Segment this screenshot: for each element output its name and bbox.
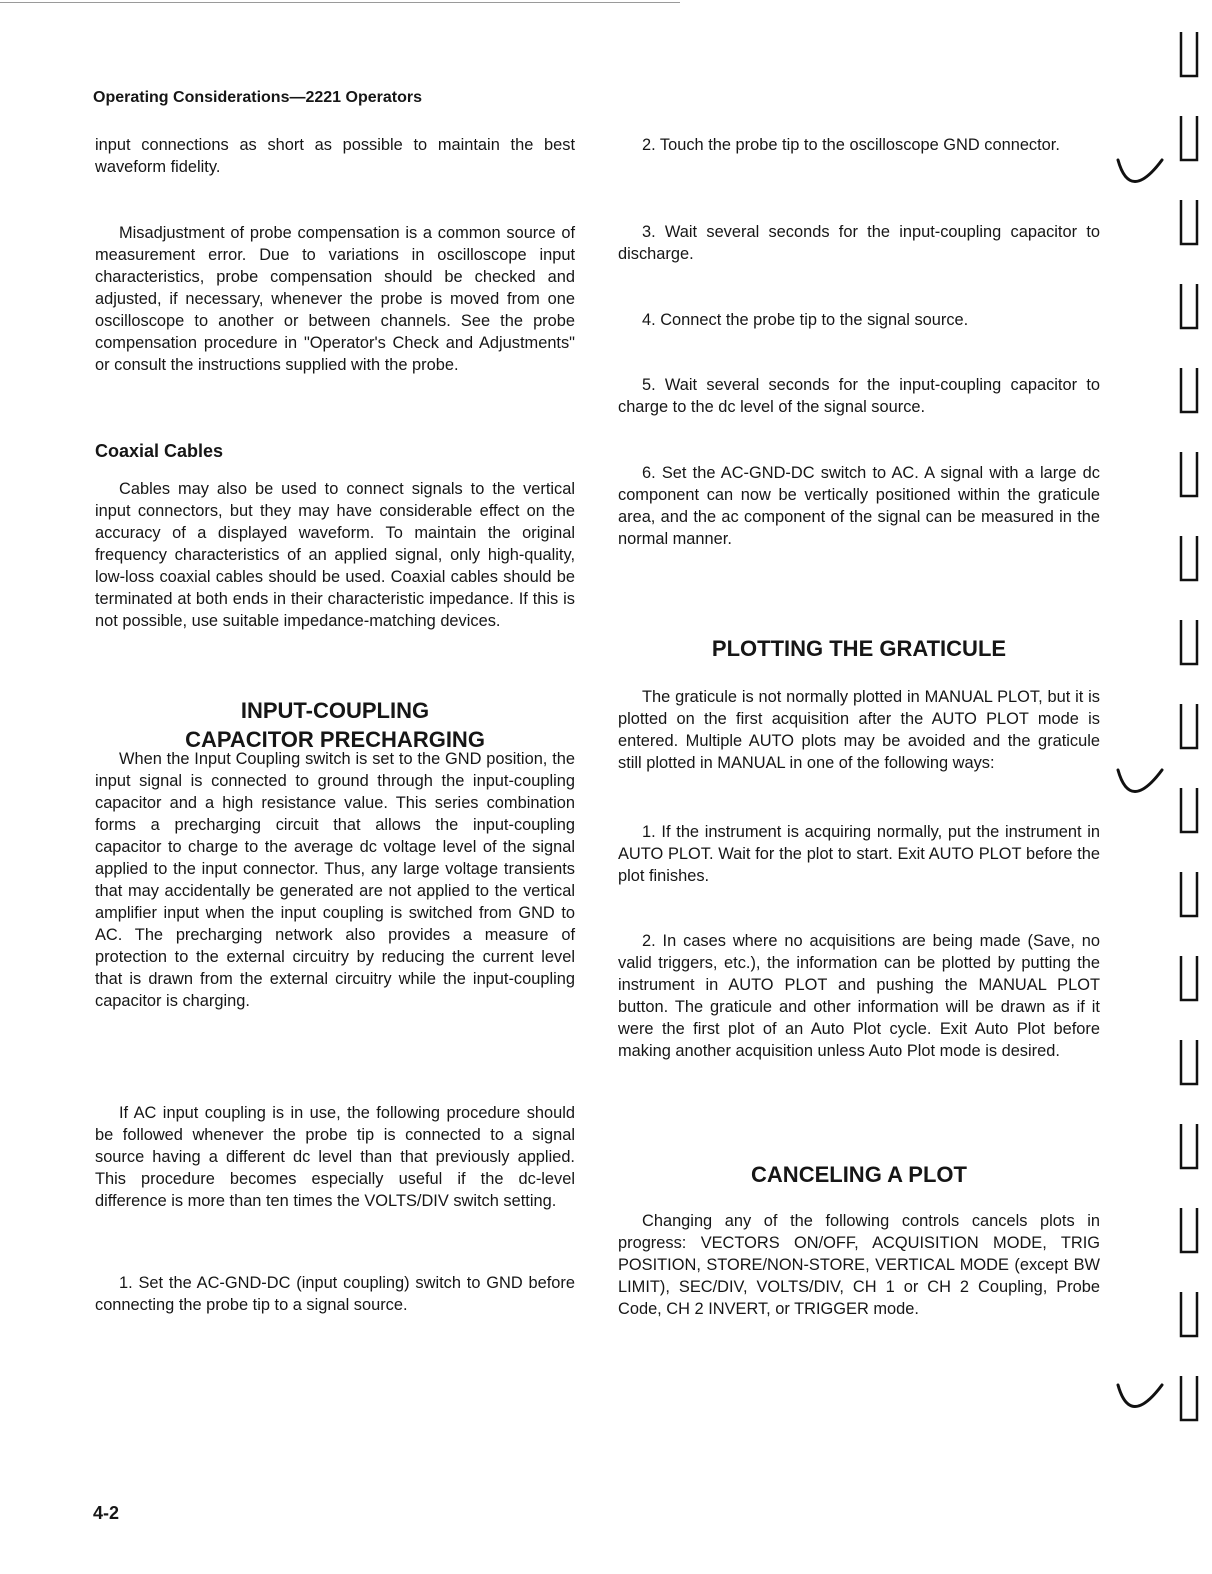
binder-tab-icon [1181,116,1197,160]
scan-top-rule [0,2,680,3]
procedure-step-6: 6. Set the AC-GND-DC switch to AC. A signal with a large dc component can now be vertically positioned within the graticule area, and the ac component of the signal can be measured in the normal manner. [618,464,1100,548]
section-heading-canceling-plot: CANCELING A PLOT [751,1162,967,1187]
binder-tab-icon [1181,956,1197,1000]
paragraph-plotting-graticule: The graticule is not normally plotted in MANUAL PLOT, but it is plotted on the first acquisition after the AUTO PLOT mode is entered. Multiple AUTO plots may be avoided and the graticule still plotted in MANUAL in one of the following ways: [618,688,1100,772]
binder-hole-icons [1118,160,1162,1407]
binder-tab-icon [1181,536,1197,580]
binder-hole-icon [1118,1385,1162,1407]
procedure-step-2: 2. Touch the probe tip to the oscilloscope GND connector. [642,136,1060,154]
binder-hole-icon [1118,160,1162,182]
section-heading-input-coupling: INPUT-COUPLING CAPACITOR PRECHARGING [185,698,485,752]
page-number: 4-2 [93,1503,120,1523]
binder-tab-icon [1181,1040,1197,1084]
binder-tab-icon [1181,872,1197,916]
paragraph-canceling-plot: Changing any of the following controls cancels plots in progress: VECTORS ON/OFF, ACQUISITION MODE, TRIG POSITION, STORE/NON-STORE, VERTICAL MODE (except BW LIMIT), SEC/DIV, VOLTS/DIV, CH 1 or CH 2 Coupling, Probe Code, CH 2 INVERT, or TRIGGER mode. [618,1212,1100,1318]
binder-tab-icons [1181,32,1197,1420]
binder-hole-icon [1118,770,1162,792]
paragraph-probe-input-connections: input connections as short as possible to maintain the best waveform fidelity. [95,136,575,176]
procedure-step-1: 1. Set the AC-GND-DC (input coupling) switch to GND before connecting the probe tip to a signal source. [95,1274,575,1314]
binder-tab-icon [1181,368,1197,412]
binder-tab-icon [1181,1376,1197,1420]
binder-tab-icon [1181,32,1197,76]
paragraph-input-coupling-gnd: When the Input Coupling switch is set to the GND position, the input signal is connected to ground through the input-coupling capacitor and a high resistance value. This series combination forms a precharging circuit that allows the input-coupling capacitor to charge to the average dc voltage level of the signal applied to the input connector. Thus, any large voltage transients that may accidentally be generated are not applied to the vertical amplifier input when the input coupling is switched from GND to AC. The precharging network also provides a measure of protection to the external circuitry by reducing the current level that is drawn from the external circuitry while the input-coupling capacitor is charging. [95,750,575,1010]
section-heading-plotting-graticule: PLOTTING THE GRATICULE [711,636,1007,661]
binder-tab-icon [1181,1208,1197,1252]
binder-tab-icon [1181,704,1197,748]
binder-edge [1100,0,1212,1574]
binder-tab-icon [1181,620,1197,664]
procedure-step-3: 3. Wait several seconds for the input-coupling capacitor to discharge. [618,223,1100,263]
paragraph-coaxial-cables: Cables may also be used to connect signals to the vertical input connectors, but they may have considerable effect on the accuracy of a displayed waveform. To maintain the original frequency characteristics of an applied signal, only high-quality, low-loss coaxial cables should be used. Coaxial cables should be terminated at both ends in their characteristic impedance. If this is not possible, use suitable impedance-matching devices. [95,480,575,630]
plot-method-2: 2. In cases where no acquisitions are being made (Save, no valid triggers, etc.), the information can be plotted by putting the instrument in AUTO PLOT and pushing the MANUAL PLOT button. The graticule and other information will be drawn as if it were the first plot of an Auto Plot cycle. Exit Auto Plot before making another acquisition unless Auto Plot mode is desired. [618,932,1100,1060]
paragraph-probe-compensation: Misadjustment of probe compensation is a common source of measurement error. Due to variations in oscilloscope input characteristics, probe compensation should be checked and adjusted, if necessary, whenever the probe is moved from one oscilloscope to another or between channels. See the probe compensation procedure in "Operator's Check and Adjustments" or consult the instructions supplied with the probe. [95,224,575,374]
binder-tab-icon [1181,452,1197,496]
subheading-coaxial-cables: Coaxial Cables [95,441,224,461]
binder-tab-icon [1181,200,1197,244]
binder-tab-icon [1181,284,1197,328]
procedure-step-5: 5. Wait several seconds for the input-coupling capacitor to charge to the dc level of the signal source. [618,376,1100,416]
binder-tab-icon [1181,1124,1197,1168]
binder-tab-icon [1181,788,1197,832]
paragraph-ac-coupling-procedure: If AC input coupling is in use, the following procedure should be followed whenever the probe tip is connected to a signal source having a different dc level than that previously applied. This procedure becomes especially useful if the dc-level difference is more than ten times the VOLTS/DIV switch setting. [95,1104,575,1210]
running-header: Operating Considerations—2221 Operators [93,89,422,106]
procedure-step-4: 4. Connect the probe tip to the signal source. [642,311,969,329]
binder-tab-icon [1181,1292,1197,1336]
plot-method-1: 1. If the instrument is acquiring normally, put the instrument in AUTO PLOT. Wait for the plot to start. Exit AUTO PLOT before the plot finishes. [618,823,1100,885]
